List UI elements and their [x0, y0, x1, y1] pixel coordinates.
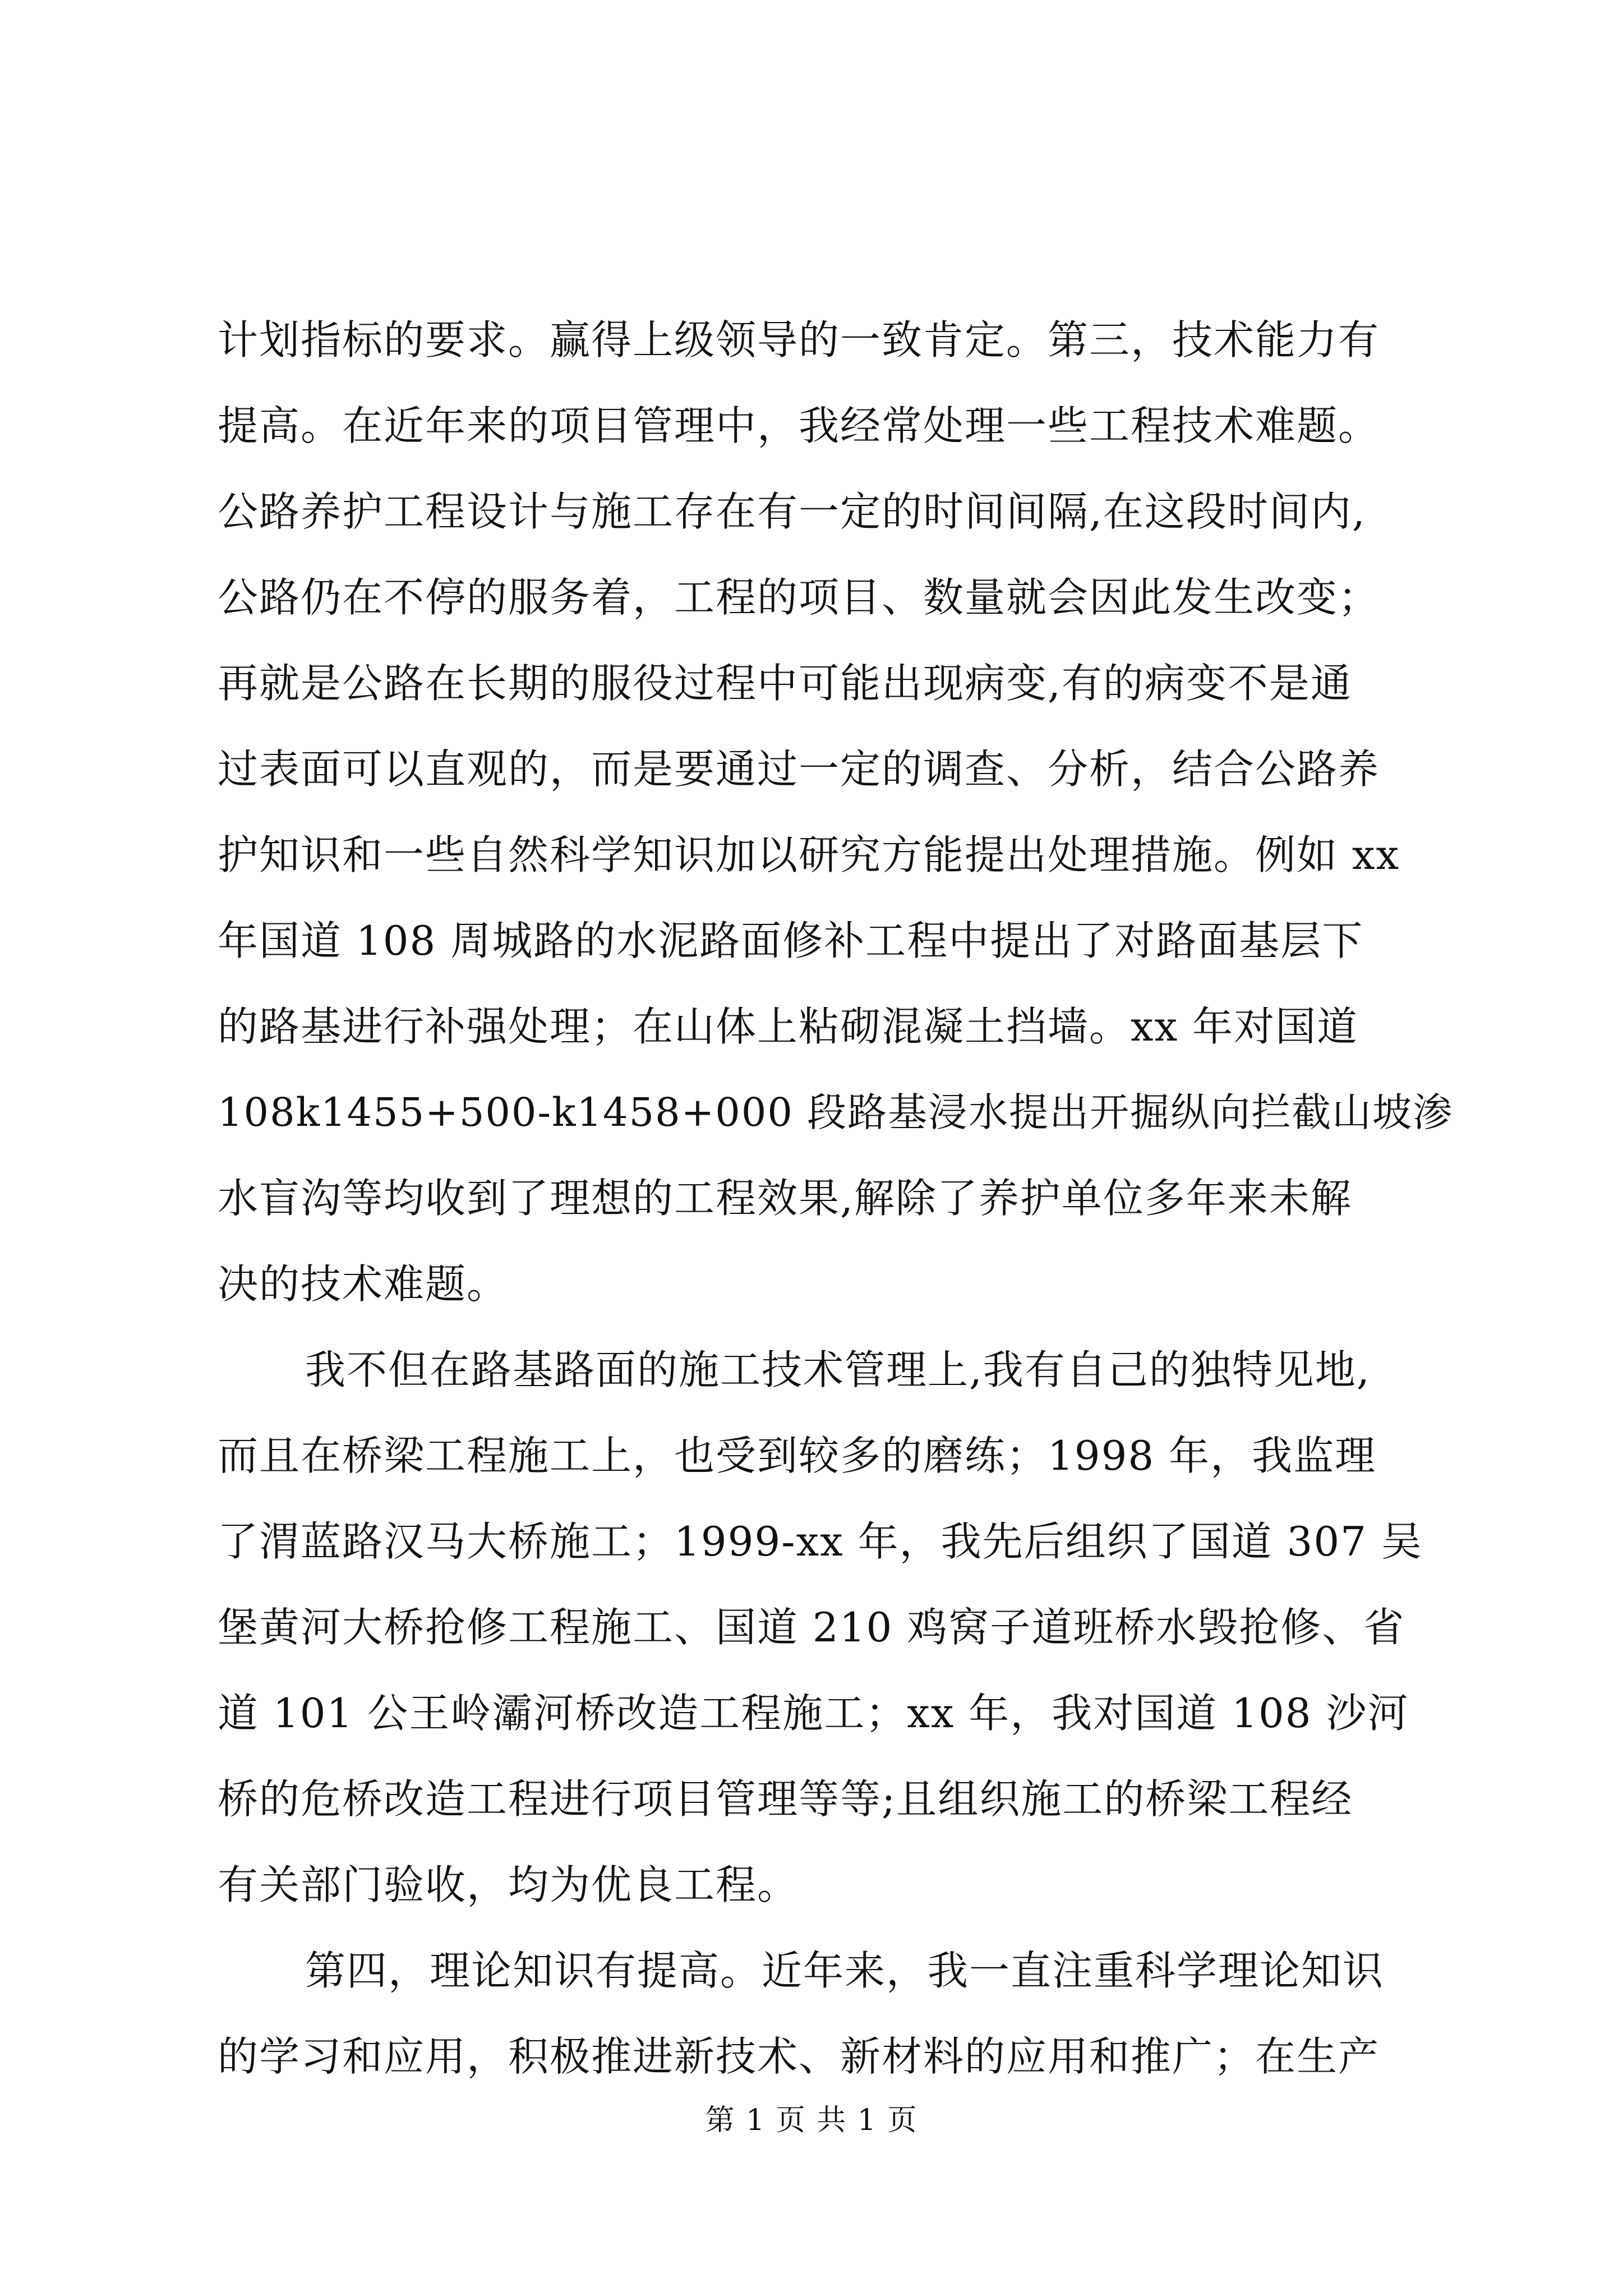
text-line: 提高。在近年来的项目管理中，我经常处理一些工程技术难题。	[218, 402, 1380, 449]
page-footer: 第 1 页 共 1 页	[705, 2104, 918, 2137]
text-line: 了渭蓝路汉马大桥施工；1999-xx 年，我先后组织了国道 307 吴	[218, 1518, 1423, 1565]
text-line: 第四，理论知识有提高。近年来，我一直注重科学理论知识	[305, 1947, 1385, 1994]
text-line: 的路基进行补强处理；在山体上粘砌混凝土挡墙。xx 年对国道	[218, 1003, 1359, 1050]
text-line: 的学习和应用，积极推进新技术、新材料的应用和推广；在生产	[218, 2033, 1380, 2080]
text-line: 再就是公路在长期的服役过程中可能出现病变,有的病变不是通	[218, 660, 1352, 707]
text-line: 水盲沟等均收到了理想的工程效果,解除了养护单位多年来未解	[218, 1175, 1352, 1222]
text-line: 决的技术难题。	[218, 1260, 509, 1308]
paragraph-1	[218, 297, 1468, 1327]
text-line: 堡黄河大桥抢修工程施工、国道 210 鸡窝子道班桥水毁抢修、省	[218, 1604, 1405, 1651]
text-line: 过表面可以直观的，而是要通过一定的调查、分析，结合公路养	[218, 746, 1380, 793]
text-line: 年国道 108 周城路的水泥路面修补工程中提出了对路面基层下	[218, 917, 1364, 964]
text-line: 道 101 公王岭灞河桥改造工程施工；xx 年，我对国道 108 沙河	[218, 1690, 1409, 1737]
text-line: 有关部门验收，均为优良工程。	[218, 1861, 799, 1908]
body-text	[218, 297, 1468, 2100]
paragraph-2	[218, 1327, 1468, 1928]
text-line: 护知识和一些自然科学知识加以研究方能提出处理措施。例如 xx	[218, 831, 1400, 878]
text-line: 桥的危桥改造工程进行项目管理等等;且组织施工的桥梁工程经	[218, 1775, 1353, 1823]
text-line: 计划指标的要求。赢得上级领导的一致肯定。第三，技术能力有	[218, 316, 1380, 364]
text-line: 公路仍在不停的服务着，工程的项目、数量就会因此发生改变；	[218, 574, 1380, 621]
paragraph-3	[218, 1928, 1468, 2100]
text-line: 108k1455+500-k1458+000 段路基浸水提出开掘纵向拦截山坡渗	[218, 1089, 1454, 1135]
text-line: 公路养护工程设计与施工存在有一定的时间间隔,在这段时间内,	[218, 488, 1366, 535]
text-line: 而且在桥梁工程施工上，也受到较多的磨练；1998 年，我监理	[218, 1432, 1377, 1479]
text-line: 我不但在路基路面的施工技术管理上,我有自己的独特见地,	[305, 1346, 1371, 1393]
